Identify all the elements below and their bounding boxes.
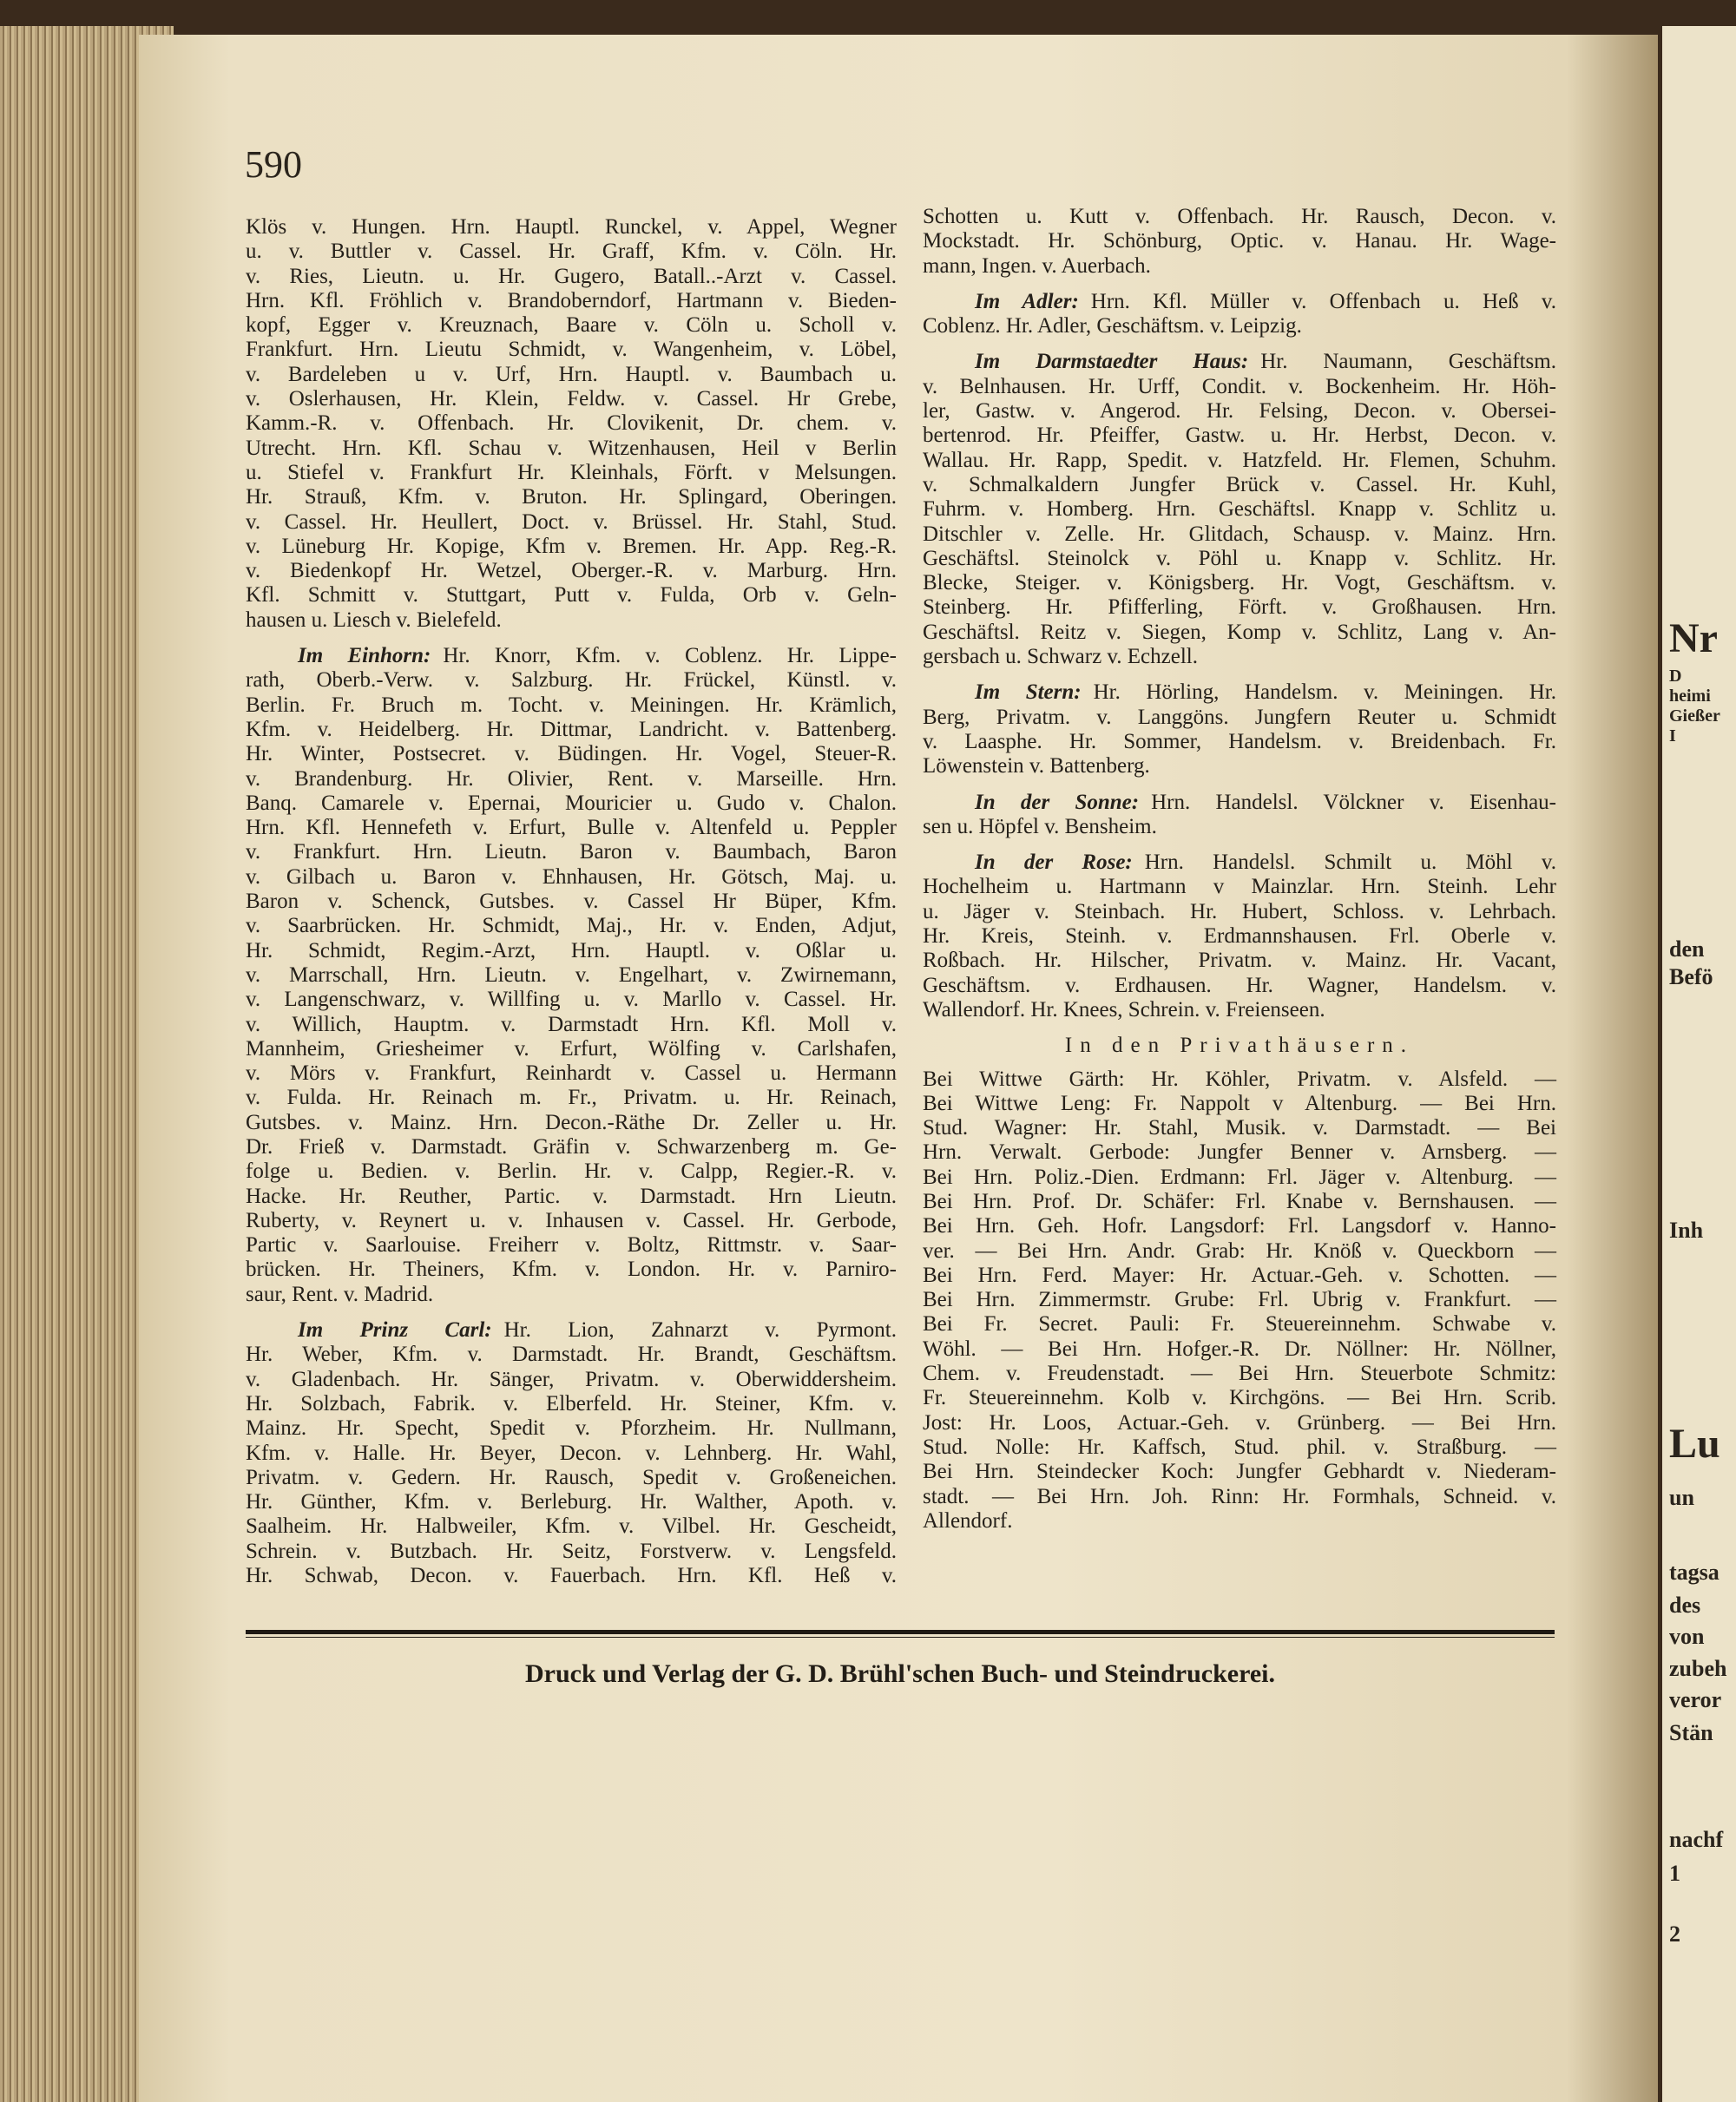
- paragraph: [923, 680, 1556, 778]
- text-line: Bei Hrn. Poliz.-Dien. Erdmann: Frl. Jäger v. Altenburg. —: [923, 1165, 1556, 1189]
- text-line-content: Hrn. Handelsl. Völckner v. Eisenhau-: [1151, 790, 1556, 814]
- text-line: u. Jäger v. Steinbach. Hr. Hubert, Schloss. v. Lehrbach.: [923, 899, 1556, 923]
- text-line: Dr. Frieß v. Darmstadt. Gräfin v. Schwarzenberg m. Ge-: [246, 1134, 897, 1159]
- text-line: Coblenz. Hr. Adler, Geschäftsm. v. Leipzig.: [923, 314, 1302, 338]
- text-line: Geschäftsl. Steinolck v. Pöhl u. Knapp v. Schlitz. Hr.: [923, 546, 1556, 570]
- facing-page-text-fragment: Nr: [1669, 615, 1718, 661]
- text-line: Klös v. Hungen. Hrn. Hauptl. Runckel, v. Appel, Wegner: [246, 215, 897, 239]
- text-line: Utrecht. Hrn. Kfl. Schau v. Witzenhausen, Heil v Berlin: [246, 436, 897, 460]
- paragraph: [923, 350, 1556, 669]
- facing-page-text-fragment: nachf: [1669, 1827, 1724, 1852]
- text-line: Hacke. Hr. Reuther, Partic. v. Darmstadt. Hrn Lieutn.: [246, 1184, 897, 1208]
- text-line: v. Schmalkaldern Jungfer Brück v. Cassel. Hr. Kuhl,: [923, 472, 1556, 496]
- lodging-heading: Im Prinz Carl:: [298, 1318, 492, 1343]
- facing-page-text-fragment: Lu: [1669, 1421, 1720, 1467]
- paragraph: [923, 791, 1556, 840]
- text-line: Bei Hrn. Zimmermstr. Grube: Frl. Ubrig v. Frankfurt. —: [923, 1288, 1556, 1312]
- text-line: v. Belnhausen. Hr. Urff, Condit. v. Bockenheim. Hr. Höh-: [923, 374, 1556, 398]
- paragraph: [923, 290, 1556, 339]
- text-line: Ditschler v. Zelle. Hr. Glitdach, Schausp. v. Mainz. Hrn.: [923, 522, 1556, 546]
- facing-page-text-fragment: I: [1669, 726, 1676, 746]
- text-line: Kfl. Schmitt v. Stuttgart, Putt v. Fulda, Orb v. Geln-: [246, 583, 897, 608]
- text-line: hausen u. Liesch v. Bielefeld.: [246, 608, 502, 632]
- text-line: Geschäftsm. v. Erdhausen. Hr. Wagner, Handelsm. v.: [923, 973, 1556, 997]
- facing-page-text-fragment: heimi: [1669, 686, 1711, 706]
- text-line: v. Frankfurt. Hrn. Lieutn. Baron v. Baumbach, Baron: [246, 840, 897, 864]
- text-line: Hochelheim u. Hartmann v Mainzlar. Hrn. Steinh. Lehr: [923, 875, 1556, 899]
- text-line: kopf, Egger v. Kreuznach, Baare v. Cöln u. Scholl v.: [246, 313, 897, 338]
- facing-page-text-fragment: un: [1669, 1485, 1694, 1510]
- text-line: v. Lüneburg Hr. Kopige, Kfm v. Bremen. Hr. App. Reg.-R.: [246, 534, 897, 558]
- text-line: Fr. Steuereinnehm. Kolb v. Kirchgöns. — Bei Hrn. Scrib.: [923, 1386, 1556, 1410]
- facing-page-text-fragment: D: [1669, 667, 1682, 686]
- text-line: Ruberty, v. Reynert u. v. Inhausen v. Cassel. Hr. Gerbode,: [246, 1208, 897, 1232]
- text-line: Frankfurt. Hrn. Lieutu Schmidt, v. Wangenheim, v. Löbel,: [246, 338, 897, 362]
- text-line: Kfm. v. Heidelberg. Hr. Dittmar, Landricht. v. Battenberg.: [246, 717, 897, 741]
- text-line: Mockstadt. Hr. Schönburg, Optic. v. Hanau. Hr. Wage-: [923, 229, 1556, 253]
- text-line: gersbach u. Schwarz v. Echzell.: [923, 645, 1198, 669]
- text-line: Gutsbes. v. Mainz. Hrn. Decon.-Räthe Dr. Zeller u. Hr.: [246, 1110, 897, 1134]
- lodging-heading: In der Rose:: [975, 851, 1133, 875]
- text-line: Hr. Strauß, Kfm. v. Bruton. Hr. Splingard, Oberingen.: [246, 485, 897, 509]
- text-line: ver. — Bei Hrn. Andr. Grab: Hr. Knöß v. Queckborn —: [923, 1238, 1556, 1263]
- text-line: Wallau. Hr. Rapp, Spedit. v. Hatzfeld. Hr. Flemen, Schuhm.: [923, 448, 1556, 472]
- text-line: Fuhrm. v. Homberg. Hrn. Geschäftsl. Knapp v. Schlitz u.: [923, 497, 1556, 522]
- text-line: Chem. v. Freudenstadt. — Bei Hrn. Steuerbote Schmitz:: [923, 1362, 1556, 1386]
- text-line-content: Hr. Knorr, Kfm. v. Coblenz. Hr. Lippe-: [443, 644, 897, 668]
- facing-page-text-fragment: von: [1669, 1624, 1705, 1649]
- text-line: Stud. Wagner: Hr. Stahl, Musik. v. Darmstadt. — Bei: [923, 1116, 1556, 1140]
- text-line-content: Hrn. Kfl. Müller v. Offenbach u. Heß v.: [1090, 289, 1556, 313]
- text-line: Steinberg. Hr. Pfifferling, Förft. v. Großhausen. Hrn.: [923, 595, 1556, 620]
- text-line: Schrein. v. Butzbach. Hr. Seitz, Forstverw. v. Lengsfeld.: [246, 1539, 897, 1563]
- facing-page-text-fragment: Inh: [1669, 1218, 1704, 1243]
- text-line: brücken. Hr. Theiners, Kfm. v. London. Hr. v. Parniro-: [246, 1258, 897, 1282]
- text-line: Bei Wittwe Gärth: Hr. Köhler, Privatm. v. Alsfeld. —: [923, 1067, 1556, 1091]
- paragraph: [246, 644, 897, 1307]
- text-line: Hrn. Kfl. Fröhlich v. Brandoberndorf, Hartmann v. Bieden-: [246, 288, 897, 312]
- text-line: Banq. Camarele v. Epernai, Mouricier u. Gudo v. Chalon.: [246, 791, 897, 815]
- paragraph: [246, 215, 897, 633]
- text-line: Bei Hrn. Steindecker Koch: Jungfer Gebhardt v. Niederam-: [923, 1460, 1556, 1484]
- text-line: v. Brandenburg. Hr. Olivier, Rent. v. Marseille. Hrn.: [246, 766, 897, 791]
- text-line: Wöhl. — Bei Hrn. Hofger.-R. Dr. Nöllner: Hr. Nöllner,: [923, 1337, 1556, 1361]
- lodging-heading: Im Einhorn:: [298, 644, 431, 668]
- text-line: Privatm. v. Gedern. Hr. Rausch, Spedit v. Großeneichen.: [246, 1465, 897, 1489]
- right-column: [923, 205, 1556, 1534]
- text-line: Mainz. Hr. Specht, Spedit v. Pforzheim. Hr. Nullmann,: [246, 1416, 897, 1441]
- imprint-footer: Druck und Verlag der G. D. Brühl'schen Buch- und Steindruckerei.: [524, 1659, 1276, 1688]
- lodging-heading: Im Adler:: [975, 289, 1079, 313]
- text-line: [923, 680, 1556, 705]
- text-line-content: Hr. Hörling, Handelsm. v. Meiningen. Hr.: [1093, 680, 1556, 705]
- facing-page-text-fragment: veror: [1669, 1687, 1722, 1712]
- left-column: [246, 215, 897, 1599]
- text-line: v. Biedenkopf Hr. Wetzel, Oberger.-R. v. Marburg. Hrn.: [246, 559, 897, 583]
- facing-page-text-fragment: 1: [1669, 1861, 1680, 1886]
- text-line: [923, 350, 1556, 374]
- text-line: Hrn. Verwalt. Gerbode: Jungfer Benner v. Arnsberg. —: [923, 1140, 1556, 1165]
- text-line: v. Marrschall, Hrn. Lieutn. v. Engelhart, v. Zwirnemann,: [246, 962, 897, 987]
- facing-page-text-fragment: tagsa: [1669, 1560, 1720, 1585]
- text-line: mann, Ingen. v. Auerbach.: [923, 253, 1151, 278]
- text-line: [923, 851, 1556, 875]
- text-line: v. Langenschwarz, v. Willfing u. v. Marllo v. Cassel. Hr.: [246, 988, 897, 1012]
- text-line: Berlin. Fr. Bruch m. Tocht. v. Meiningen. Hr. Krämlich,: [246, 693, 897, 717]
- text-line: Kamm.-R. v. Offenbach. Hr. Clovikenit, Dr. chem. v.: [246, 411, 897, 436]
- text-line: Stud. Nolle: Hr. Kaffsch, Stud. phil. v. Straßburg. —: [923, 1435, 1556, 1459]
- text-line: Schotten u. Kutt v. Offenbach. Hr. Rausch, Decon. v.: [923, 205, 1556, 228]
- text-line: stadt. — Bei Hrn. Joh. Rinn: Hr. Formhals, Schneid. v.: [923, 1484, 1556, 1508]
- lodging-heading: Im Darmstaedter Haus:: [975, 350, 1249, 374]
- text-line: v. Fulda. Hr. Reinach m. Fr., Privatm. u. Hr. Reinach,: [246, 1086, 897, 1110]
- text-line: v. Oslerhausen, Hr. Klein, Feldw. v. Cassel. Hr Grebe,: [246, 387, 897, 411]
- facing-page-text-fragment: den: [1669, 936, 1705, 962]
- text-line: v. Cassel. Hr. Heullert, Doct. v. Brüssel. Hr. Stahl, Stud.: [246, 509, 897, 534]
- footer-rule: [246, 1630, 1555, 1634]
- text-line: Hr. Weber, Kfm. v. Darmstadt. Hr. Brandt, Geschäftsm.: [246, 1343, 897, 1367]
- text-line: Hrn. Kfl. Hennefeth v. Erfurt, Bulle v. Altenfeld u. Peppler: [246, 816, 897, 840]
- text-line: Partic v. Saarlouise. Freiherr v. Boltz, Rittmstr. v. Saar-: [246, 1233, 897, 1258]
- page-number: 590: [245, 143, 302, 186]
- text-line-content: Hrn. Handelsl. Schmilt u. Möhl v.: [1144, 851, 1556, 875]
- facing-page-text-fragment: 2: [1669, 1921, 1680, 1947]
- footer-rule-thin: [246, 1637, 1555, 1638]
- facing-page-text-fragment: Befö: [1669, 964, 1713, 989]
- text-line: Bei Hrn. Prof. Dr. Schäfer: Frl. Knabe v. Bernshausen. —: [923, 1189, 1556, 1213]
- text-line: Kfm. v. Halle. Hr. Beyer, Decon. v. Lehnberg. Hr. Wahl,: [246, 1441, 897, 1465]
- facing-page-text-fragment: des: [1669, 1593, 1701, 1618]
- text-line: Allendorf.: [923, 1508, 1013, 1533]
- lodging-heading: Im Stern:: [975, 680, 1082, 705]
- text-line: v. Mörs v. Frankfurt, Reinhardt v. Cassel u. Hermann: [246, 1061, 897, 1086]
- text-line: bertenrod. Hr. Pfeiffer, Gastw. u. Hr. Herbst, Decon. v.: [923, 424, 1556, 448]
- text-line: Bei Hrn. Geh. Hofr. Langsdorf: Frl. Langsdorf v. Hanno-: [923, 1214, 1556, 1238]
- text-line: ler, Gastw. v. Angerod. Hr. Felsing, Decon. v. Obersei-: [923, 399, 1556, 424]
- text-line: Hr. Schmidt, Regim.-Arzt, Hrn. Hauptl. v. Oßlar u.: [246, 938, 897, 962]
- text-line: [246, 644, 897, 668]
- text-line: Hr. Solzbach, Fabrik. v. Elberfeld. Hr. Steiner, Kfm. v.: [246, 1391, 897, 1416]
- text-line: Bei Wittwe Leng: Fr. Nappolt v Altenburg. — Bei Hrn.: [923, 1091, 1556, 1115]
- text-line: Wallendorf. Hr. Knees, Schrein. v. Freienseen.: [923, 997, 1325, 1021]
- text-line: Hr. Günther, Kfm. v. Berleburg. Hr. Walther, Apoth. v.: [246, 1490, 897, 1514]
- text-line: Bei Fr. Secret. Pauli: Fr. Steuereinnehm. Schwabe v.: [923, 1312, 1556, 1337]
- text-line: sen u. Höpfel v. Bensheim.: [923, 814, 1157, 838]
- text-line: Mannheim, Griesheimer v. Erfurt, Wölfing v. Carlshafen,: [246, 1036, 897, 1061]
- section-title: In den Privathäusern.: [1064, 1034, 1415, 1058]
- facing-page-edge: [1662, 26, 1736, 2102]
- text-line: Hr. Schwab, Decon. v. Fauerbach. Hrn. Kfl. Heß v.: [246, 1564, 897, 1588]
- text-line: v. Saarbrücken. Hr. Schmidt, Maj., Hr. v. Enden, Adjut,: [246, 914, 897, 938]
- text-line: v. Gilbach u. Baron v. Ehnhausen, Hr. Götsch, Maj. u.: [246, 864, 897, 889]
- text-line: Baron v. Schenck, Gutsbes. v. Cassel Hr Büper, Kfm.: [246, 890, 897, 914]
- text-line: v. Laasphe. Hr. Sommer, Handelsm. v. Breidenbach. Fr.: [923, 729, 1556, 753]
- text-line: rath, Oberb.-Verw. v. Salzburg. Hr. Frückel, Künstl. v.: [246, 668, 897, 693]
- text-line: [923, 290, 1556, 314]
- text-line: Saalheim. Hr. Halbweiler, Kfm. v. Vilbel. Hr. Gescheidt,: [246, 1514, 897, 1539]
- facing-page-text-fragment: Stän: [1669, 1720, 1713, 1745]
- text-line: folge u. Bedien. v. Berlin. Hr. v. Calpp, Regier.-R. v.: [246, 1159, 897, 1184]
- text-line: saur, Rent. v. Madrid.: [246, 1282, 434, 1306]
- lodging-heading: In der Sonne:: [975, 790, 1140, 814]
- text-line: v. Ries, Lieutn. u. Hr. Gugero, Batall..-Arzt v. Cassel.: [246, 264, 897, 288]
- text-line: Geschäftsl. Reitz v. Siegen, Komp v. Schlitz, Lang v. An-: [923, 620, 1556, 644]
- paragraph: [246, 1318, 897, 1588]
- text-line: [923, 791, 1556, 815]
- text-line: v. Willich, Hauptm. v. Darmstadt Hrn. Kfl. Moll v.: [246, 1012, 897, 1036]
- text-line: Löwenstein v. Battenberg.: [923, 754, 1150, 778]
- text-line: Hr. Kreis, Steinh. v. Erdmannshausen. Frl. Oberle v.: [923, 924, 1556, 949]
- text-line: [246, 1318, 897, 1343]
- text-line: Berg, Privatm. v. Langgöns. Jungfern Reuter u. Schmidt: [923, 705, 1556, 729]
- facing-page-text-fragment: Gießer: [1669, 706, 1720, 726]
- text-line-content: Hr. Naumann, Geschäftsm.: [1260, 350, 1556, 374]
- text-line: Roßbach. Hr. Hilscher, Privatm. v. Mainz. Hr. Vacant,: [923, 949, 1556, 973]
- text-line: Blecke, Steiger. v. Königsberg. Hr. Vogt, Geschäftsm. v.: [923, 571, 1556, 595]
- paragraph: [923, 205, 1556, 279]
- text-line: Hr. Winter, Postsecret. v. Büdingen. Hr. Vogel, Steuer-R.: [246, 742, 897, 766]
- text-line: v. Gladenbach. Hr. Sänger, Privatm. v. Oberwiddersheim.: [246, 1367, 897, 1391]
- facing-page-text-fragment: zubeh: [1669, 1656, 1727, 1681]
- text-line: u. v. Buttler v. Cassel. Hr. Graff, Kfm. v. Cöln. Hr.: [246, 240, 897, 264]
- text-line-content: Hr. Lion, Zahnarzt v. Pyrmont.: [503, 1318, 897, 1343]
- text-line: Jost: Hr. Loos, Actuar.-Geh. v. Grünberg. — Bei Hrn.: [923, 1410, 1556, 1435]
- text-line: u. Stiefel v. Frankfurt Hr. Kleinhals, Förft. v Melsungen.: [246, 460, 897, 484]
- text-line: Bei Hrn. Ferd. Mayer: Hr. Actuar.-Geh. v. Schotten. —: [923, 1263, 1556, 1287]
- paragraph: [923, 851, 1556, 1022]
- text-line: v. Bardeleben u v. Urf, Hrn. Hauptl. v. Baumbach u.: [246, 362, 897, 386]
